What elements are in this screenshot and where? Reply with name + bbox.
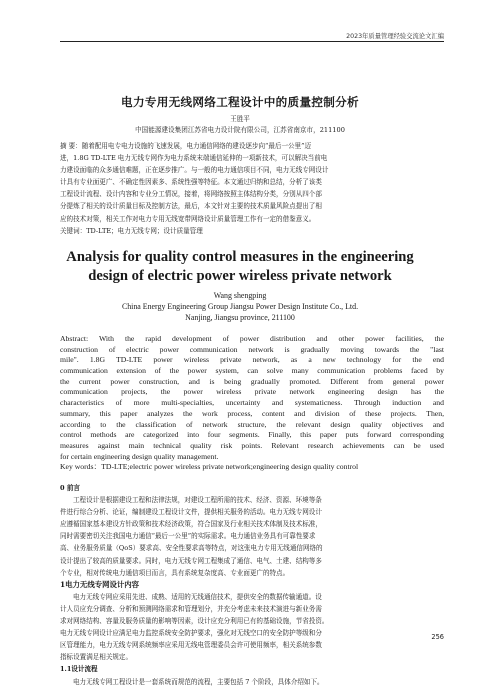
body-line: 件进行综合分析、论证，编制建设工程设计文件，提供相关服务的活动。电力无线专网设计 (60, 508, 322, 517)
body-line: 计人员应充分调查、分析和预测网络需求和管理划分，并充分考虑未来技术演进与新业务需 (60, 604, 322, 613)
location-english: Nanjing, Jiangsu province, 211100 (185, 313, 295, 322)
abstract-en-line: construction of electric power communication network is gradually moving towards the "last (60, 344, 444, 354)
title-en-line: Analysis for quality control measures in the engineering (66, 249, 414, 265)
abstract-en-line: characteristics of more multi-specialties, uncertainty and systematicness. Through induction and (60, 398, 444, 408)
abstract-cn-line: 摘 要：随着配用电专电力设施的飞速发展，电力通信网络的建设逐步向“最后一公里”迈 (60, 142, 312, 150)
abstract-chinese (60, 140, 444, 237)
abstract-cn-line: 应的技术对策，相关工作对电力专用无线宽带网络设计质量管理工作有一定的借鉴意义。 (60, 214, 316, 223)
section-1-heading: 1电力无线专网设计内容 (60, 579, 140, 589)
abstract-cn-line: 工程设计流程、设计内容和专业分工情况，接着，将网络按照主体结构分类，分别从四个部 (60, 190, 322, 199)
section-1-1-heading: 1.1设计流程 (60, 665, 98, 674)
body-line: 电力无线专网工程设计是一套系统而规范的流程，主要包括 7 个阶段，具体介绍如下。 (73, 677, 324, 686)
abstract-english (60, 334, 444, 473)
abstract-cn-line: 计具有专业面更广、不确定性因素多、系统性强等特征。本文通过归纳和总结，分析了该类 (60, 178, 322, 187)
title-english (0, 248, 480, 287)
body-text (60, 482, 444, 688)
page-number: 256 (431, 633, 444, 641)
abstract-en-line: mile". 1.8G TD-LTE power wireless private network, as a new technology for the end (60, 355, 444, 365)
body-line: 同时需要密切关注我国电力通信“最后一公里”的实际需求。电力通信业务具有可靠性要求 (60, 532, 316, 541)
affiliation-chinese: 中国能源建设集团江苏省电力设计院有限公司，江苏省南京市，211100 (135, 126, 345, 134)
section-0-heading: 0 前言 (60, 484, 80, 492)
body-line: 区管理能力，电力无线专网系统频率应采用无线电管理委员会许可使用频率，相关系统参数 (60, 641, 322, 650)
title-en-line: design of electric power wireless private network (88, 268, 392, 285)
abstract-cn-line: 分提炼了相关的设计质量目标及控制方法，最后，本文针对主要的技术质量风险点提出了相 (60, 202, 322, 211)
body-line: 个专业，相对传统电力通信项目而言，具有系统复杂度高、专业面更广的特点。 (60, 568, 290, 577)
abstract-en-line: communication extension of the power system, can solve many communication problems faced by (60, 366, 444, 376)
body-line: 电力无线专网设计应满足电力监控系统安全防护要求，强化对无线空口的安全防护等级和分 (60, 629, 322, 638)
author-english: Wang shengping (213, 291, 267, 300)
abstract-en-line: measures against main technical quality risk points. Relevant research achievements can be used (60, 440, 444, 450)
abstract-en-line: the current power construction, and is being gradually promoted. Different from general power (60, 376, 444, 386)
body-line: 指标设置满足相关规定。 (60, 653, 133, 662)
body-line: 电力无线专网应采用先进、成熟、适用的无线通信技术，提供安全的数据传输通道。设 (73, 592, 322, 601)
body-line: 设计提出了较高的质量要求。同时，电力无线专网工程集成了通信、电气、土建、结构等多 (60, 556, 322, 565)
abstract-en-line: Abstract: With the rapid development of power distribution and other power facilities, the (60, 334, 444, 343)
abstract-en-line: summary, this paper analyzes the work process, content and division of these projects. Then, (60, 408, 444, 418)
body-line: 应遵循国家基本建设方针政策和技术经济政策，符合国家及行业相关技术体制及技术标准， (60, 520, 322, 529)
abstract-cn-line: 力建设面临的众多通信难题，正在逐步推广。与一般的电力通信项目不同，电力无线专网设计 (60, 166, 329, 175)
body-line: 高、业务服务质量（QoS）要求高、安全性要求高等特点，对这张电力专用无线通信网络的 (60, 544, 323, 553)
body-line: 工程设计是根据建设工程和法律法规，对建设工程所需的技术、经济、资源、环境等条 (73, 496, 322, 505)
keywords-english: Key words：TD-LTE;electric power wireless private network;engineering design quality control (60, 462, 359, 472)
running-header: 2023年质量管理经验交流论文汇编 (346, 33, 444, 40)
abstract-cn-line: 进，1.8G TD-LTE 电力无线专网作为电力系统末端通信延伸的一项新技术，可以解决当前电 (60, 154, 328, 163)
keywords-chinese: 关键词：TD-LTE；电力无线专网；设计质量管理 (60, 226, 203, 235)
abstract-en-line: according to the classification of network structure, the relevant design quality objectives and (60, 419, 444, 429)
abstract-en-line: control methods are categorized into four segments. Finally, this paper puts forward corresponding (60, 430, 444, 440)
abstract-en-line: for certain engineering design quality management. (60, 451, 219, 461)
header-rule (60, 41, 444, 42)
author-chinese: 王胜平 (230, 115, 250, 123)
body-line: 求对网络结构、容量及服务质量的影响等因素，设计应充分利用已有的基础设施，节省投资。 (60, 617, 329, 626)
affiliation-english: China Energy Engineering Group Jiangsu Power Design Institute Co., Ltd. (121, 302, 359, 311)
title-chinese: 电力专用无线网络工程设计中的质量控制分析 (121, 95, 359, 109)
abstract-en-line: communication projects, the power wireless private network engineering design has the (60, 387, 444, 397)
